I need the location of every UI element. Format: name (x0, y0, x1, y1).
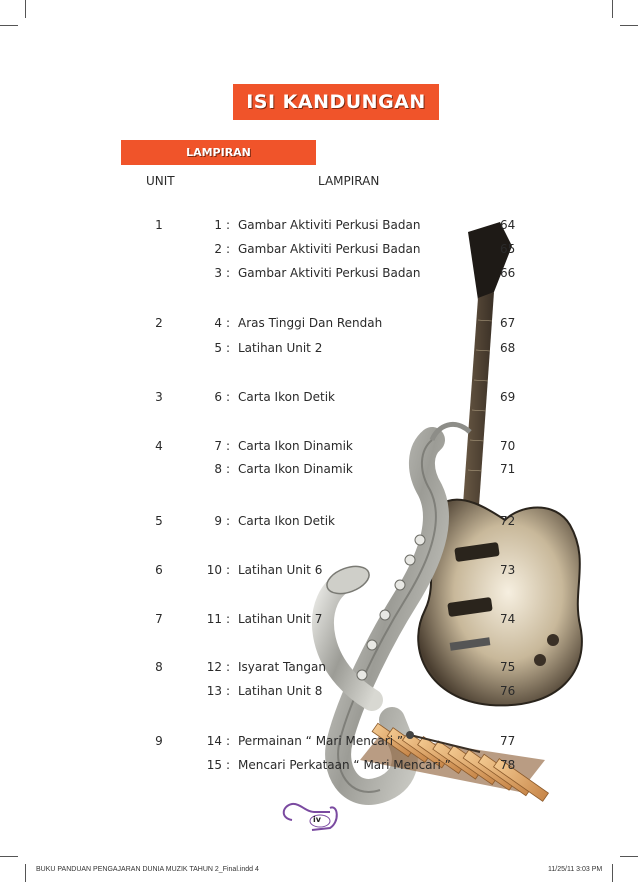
toc-number: 1 (214, 218, 222, 232)
toc-unit: 5 (155, 514, 163, 528)
toc-unit: 2 (155, 316, 163, 330)
toc-colon: : (226, 660, 231, 674)
toc-number: 8 (214, 462, 222, 476)
toc-title: Aras Tinggi Dan Rendah (238, 316, 383, 330)
toc-colon: : (226, 242, 231, 256)
toc-unit: 9 (155, 734, 163, 748)
toc-colon: : (226, 612, 231, 626)
toc-unit: 8 (155, 660, 163, 674)
page-title: ISI KANDUNGAN (233, 84, 439, 120)
footer-timestamp: 11/25/11 3:03 PM (548, 866, 603, 873)
toc-number: 15 (206, 758, 222, 772)
toc-number: 5 (214, 341, 222, 355)
toc-row (0, 514, 638, 532)
toc-title: Carta Ikon Dinamik (238, 462, 353, 476)
toc-colon: : (226, 758, 231, 772)
toc-unit: 4 (155, 439, 163, 453)
toc-colon: : (226, 462, 231, 476)
toc-row (0, 758, 638, 776)
toc-unit: 3 (155, 390, 163, 404)
toc-colon: : (226, 514, 231, 528)
toc-page: 75 (500, 660, 516, 674)
toc-page: 70 (500, 439, 516, 453)
section-title: LAMPIRAN (121, 140, 316, 165)
toc-page: 76 (500, 684, 516, 698)
toc-row (0, 612, 638, 630)
toc-number: 7 (214, 439, 222, 453)
toc-number: 9 (214, 514, 222, 528)
toc-title: Carta Ikon Dinamik (238, 439, 353, 453)
toc-colon: : (226, 563, 231, 577)
toc-colon: : (226, 218, 231, 232)
toc-page: 77 (500, 734, 516, 748)
toc-page: 78 (500, 758, 516, 772)
toc-page: 67 (500, 316, 516, 330)
toc-row (0, 218, 638, 236)
toc-title: Latihan Unit 6 (238, 563, 323, 577)
toc-title: Carta Ikon Detik (238, 514, 335, 528)
toc-colon: : (226, 316, 231, 330)
toc-row (0, 563, 638, 581)
toc-title: Mencari Perkataan “ Mari Mencari ” (238, 758, 451, 772)
toc-title: Carta Ikon Detik (238, 390, 335, 404)
toc-unit: 1 (155, 218, 163, 232)
toc-unit: 6 (155, 563, 163, 577)
toc-row (0, 660, 638, 678)
toc-row (0, 316, 638, 334)
toc-number: 10 (206, 563, 222, 577)
toc-number: 14 (206, 734, 222, 748)
toc-colon: : (226, 439, 231, 453)
toc-title: Gambar Aktiviti Perkusi Badan (238, 266, 421, 280)
toc-colon: : (226, 266, 231, 280)
toc-row (0, 684, 638, 702)
toc-colon: : (226, 390, 231, 404)
column-header-lampiran: LAMPIRAN (318, 174, 380, 188)
toc-title: Latihan Unit 8 (238, 684, 323, 698)
toc-row (0, 341, 638, 359)
toc-page: 65 (500, 242, 516, 256)
toc-title: Latihan Unit 7 (238, 612, 323, 626)
toc-row (0, 439, 638, 457)
toc-page: 71 (500, 462, 516, 476)
toc-title: Gambar Aktiviti Perkusi Badan (238, 242, 421, 256)
toc-row (0, 462, 638, 480)
toc-number: 13 (206, 684, 222, 698)
toc-row (0, 734, 638, 752)
toc-row (0, 242, 638, 260)
footer-file-info: BUKU PANDUAN PENGAJARAN DUNIA MUZIK TAHUN 2_Final.indd 4 (36, 866, 259, 873)
toc-unit: 7 (155, 612, 163, 626)
toc-title: Latihan Unit 2 (238, 341, 323, 355)
toc-colon: : (226, 684, 231, 698)
toc-page: 72 (500, 514, 516, 528)
toc-row (0, 266, 638, 284)
toc-page: 74 (500, 612, 516, 626)
toc-page: 68 (500, 341, 516, 355)
toc-number: 12 (206, 660, 222, 674)
toc-number: 4 (214, 316, 222, 330)
toc-title: Permainan “ Mari Mencari ” (238, 734, 404, 748)
toc-page: 73 (500, 563, 516, 577)
toc-number: 2 (214, 242, 222, 256)
toc-number: 6 (214, 390, 222, 404)
column-header-unit: UNIT (146, 174, 175, 188)
toc-row (0, 390, 638, 408)
toc-number: 11 (206, 612, 222, 626)
toc-title: Isyarat Tangan (238, 660, 326, 674)
toc-colon: : (226, 734, 231, 748)
toc-page: 64 (500, 218, 516, 232)
toc-number: 3 (214, 266, 222, 280)
toc-page: 66 (500, 266, 516, 280)
toc-colon: : (226, 341, 231, 355)
toc-page: 69 (500, 390, 516, 404)
toc-title: Gambar Aktiviti Perkusi Badan (238, 218, 421, 232)
page-number: iv (313, 815, 321, 824)
